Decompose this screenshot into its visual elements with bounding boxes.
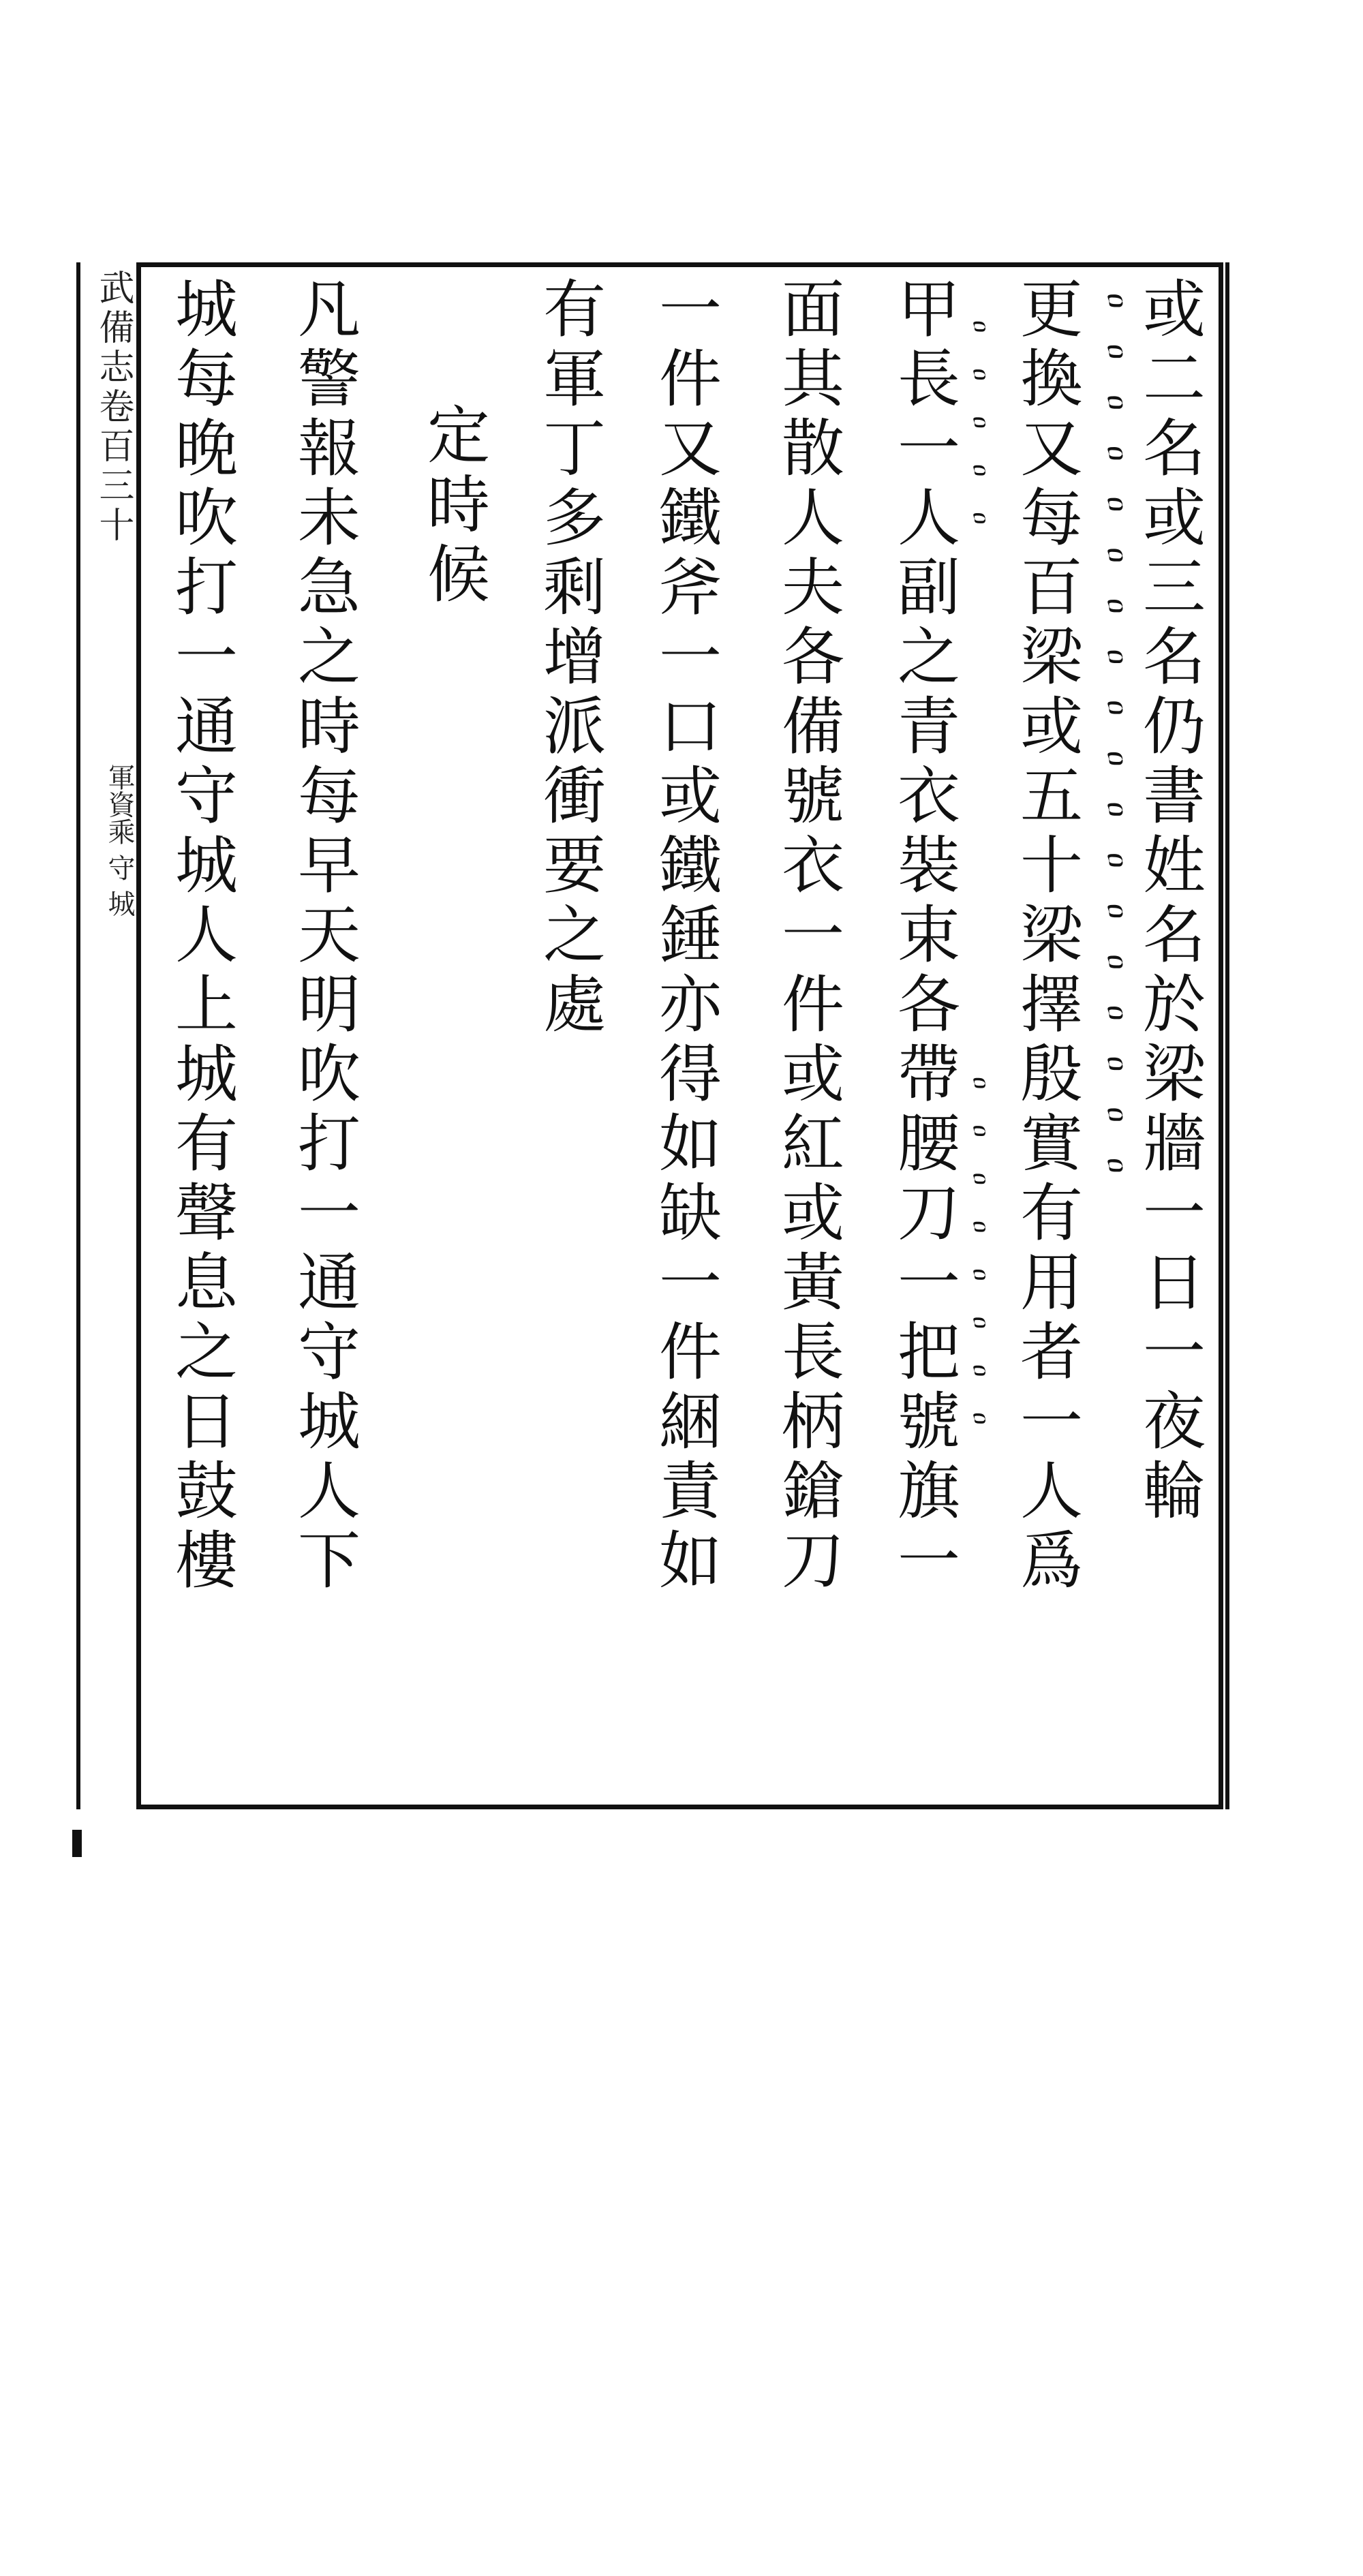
section-note: 軍資乘 守 城 bbox=[104, 763, 135, 917]
text-column-6: 有軍丁多剩增派衝要之處 bbox=[533, 276, 606, 1041]
text-column-8: 凡警報未急之時每早天明吹打一通守城人下 bbox=[288, 276, 361, 1597]
text-column-3: 甲長一人副之青衣裝束各帶腰刀一把號旗一 bbox=[887, 276, 960, 1597]
text-column-5: 一件又鐵斧一口或鐵錘亦得如缺一件綑責如 bbox=[649, 276, 722, 1597]
section-heading: 定時候 bbox=[417, 402, 490, 611]
emphasis-marks: ዐዐዐዐዐ bbox=[968, 320, 995, 560]
margin-column bbox=[76, 262, 134, 1809]
running-title: 武備志卷百三十 bbox=[93, 269, 134, 546]
emphasis-marks: ዐዐዐዐዐዐዐዐ bbox=[968, 1077, 995, 1460]
fold-mark bbox=[72, 1830, 82, 1857]
text-column-9: 城每晚吹打一通守城人上城有聲息之日鼓樓 bbox=[165, 276, 238, 1597]
text-column-2: 更換又每百梁或五十梁擇殷實有用者一人爲 bbox=[1010, 276, 1083, 1597]
text-column-4: 面其散人夫各備號衣一件或紅或黃長柄鎗刀 bbox=[771, 276, 844, 1597]
text-column-1: 或二名或三名仍書姓名於梁牆一日一夜輪 bbox=[1133, 276, 1206, 1527]
emphasis-marks: ዐዐዐዐዐዐዐዐዐዐዐዐዐዐዐዐዐዐ bbox=[1101, 293, 1135, 1209]
